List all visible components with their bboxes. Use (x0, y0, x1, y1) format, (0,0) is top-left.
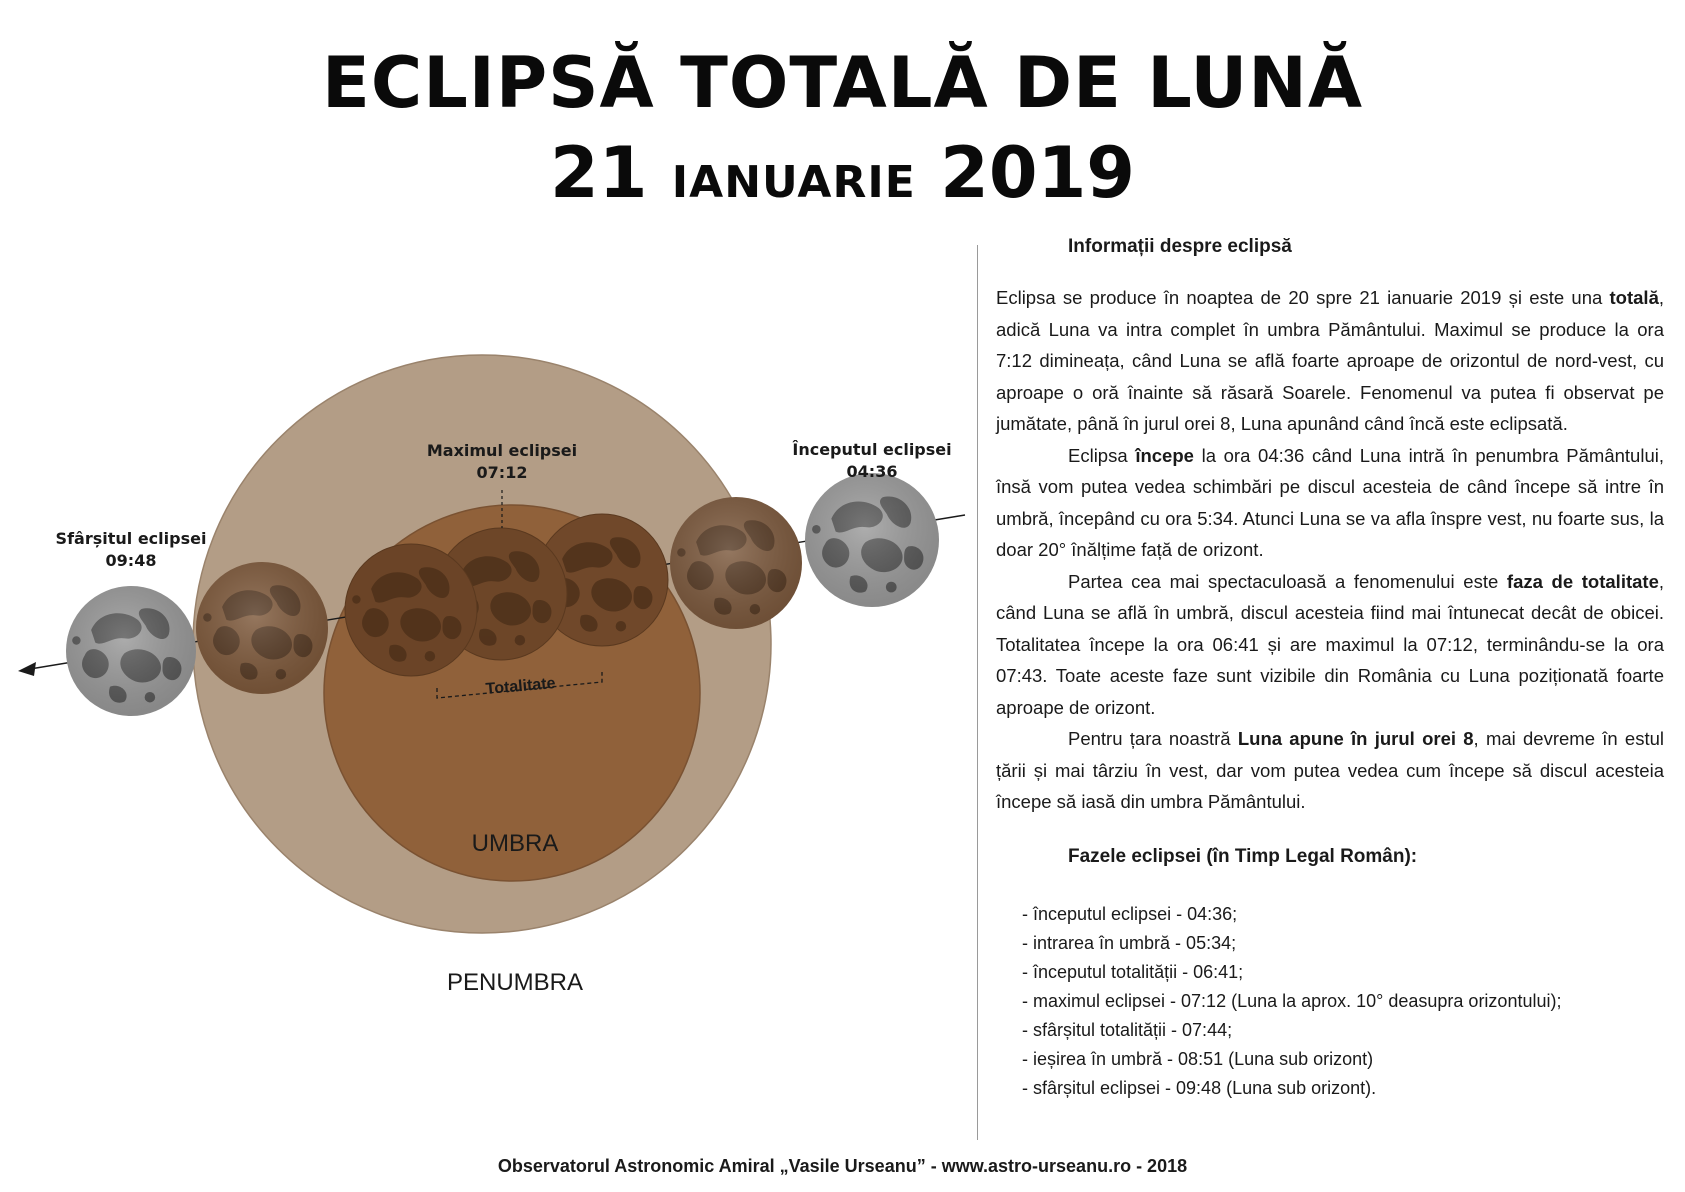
moon-partial-entry (670, 497, 802, 629)
eclipse-diagram (0, 210, 975, 1110)
footer-credit: Observatorul Astronomic Amiral „Vasile Urseanu” - www.astro-urseanu.ro - 2018 (497, 1156, 1188, 1176)
end-label-time: 09:48 (105, 551, 157, 570)
info-paragraph-3: Partea cea mai spectaculoasă a fenomenului este faza de totalitate, când Luna se află în umbră, discul acesteia fiind mai întunecat decât de obicei. Totalitatea începe la ora 06:41 și are maximul la 07:12, terminându-se la ora 07:43. Toate aceste faze sunt vizibile din România cu Luna poziționată foarte aproape de orizont. (996, 570, 1664, 718)
date-year: 2019 (940, 132, 1135, 214)
phase-item: - intrarea în umbră - 05:34; (1022, 932, 1237, 953)
info-paragraph-4: Pentru țara noastră Luna apune în jurul orei 8, mai devreme în estul țării și mai târziu în vest, dar vom putea vedea cum începe să discul acesteia începe să iasă din umbra Pământului. (996, 728, 1664, 812)
page-title: ECLIPSĂ TOTALĂ DE LUNĂ (322, 42, 1363, 124)
start-label-title: Începutul eclipsei (792, 440, 952, 459)
info-paragraph-1: Eclipsa se produce în noaptea de 20 spre 21 ianuarie 2019 și este una totală, adică Luna va intra complet în umbra Pământului. Maximul se produce la ora 7:12 dimineața, când Luna se află foarte aproape de orizontul de nord-vest, cu aproape o oră înainte să răsară Soarele. Fenomenul va putea fi observat pe jumătate, până în jurul orei 8, Luna apunând când încă este eclipsată. (996, 287, 1664, 434)
page-subtitle-date (0, 132, 1685, 214)
phases-list (996, 900, 1664, 1103)
phase-item: - ieșirea în umbră - 08:51 (Luna sub orizont) (1022, 1048, 1374, 1069)
phase-item: - începutul totalității - 06:41; (1022, 961, 1244, 982)
phase-item: - începutul eclipsei - 04:36; (1022, 903, 1238, 924)
end-label-title: Sfârșitul eclipsei (55, 529, 207, 548)
phases-heading: Fazele eclipsei (în Timp Legal Român): (1068, 845, 1418, 867)
date-day: 21 (550, 132, 648, 214)
info-paragraph-2: Eclipsa începe la ora 04:36 când Luna intră în penumbra Pământului, însă vom putea vedea schimbări pe discul acesteia de când începe să intre în umbră, începând cu ora 5:34. Atunci Luna se va afla înspre vest, nu foarte sus, la doar 20° înălțime față de orizont. (996, 444, 1664, 560)
path-arrowhead (18, 662, 36, 676)
info-heading: Informații despre eclipsă (1068, 236, 1292, 257)
moon-start-eclipse (805, 473, 939, 607)
penumbra-label: PENUMBRA (446, 969, 584, 996)
umbra-label: UMBRA (471, 830, 559, 857)
info-panel (996, 232, 1664, 1103)
moon-end-eclipse (66, 586, 196, 716)
max-label-title: Maximul eclipsei (426, 441, 578, 460)
date-month: IANUARIE (671, 157, 916, 208)
totality-label: Totalitate (485, 675, 557, 699)
moon-totality-end (345, 544, 477, 676)
max-label-time: 07:12 (476, 463, 528, 482)
column-divider (977, 245, 978, 1140)
phase-item: - maximul eclipsei - 07:12 (Luna la aprox. 10° deasupra orizontului); (1022, 990, 1562, 1011)
moon-partial-exit (196, 562, 328, 694)
start-label-time: 04:36 (846, 462, 898, 481)
phase-item: - sfârșitul eclipsei - 09:48 (Luna sub orizont). (1022, 1077, 1377, 1098)
phase-item: - sfârșitul totalității - 07:44; (1022, 1019, 1233, 1040)
